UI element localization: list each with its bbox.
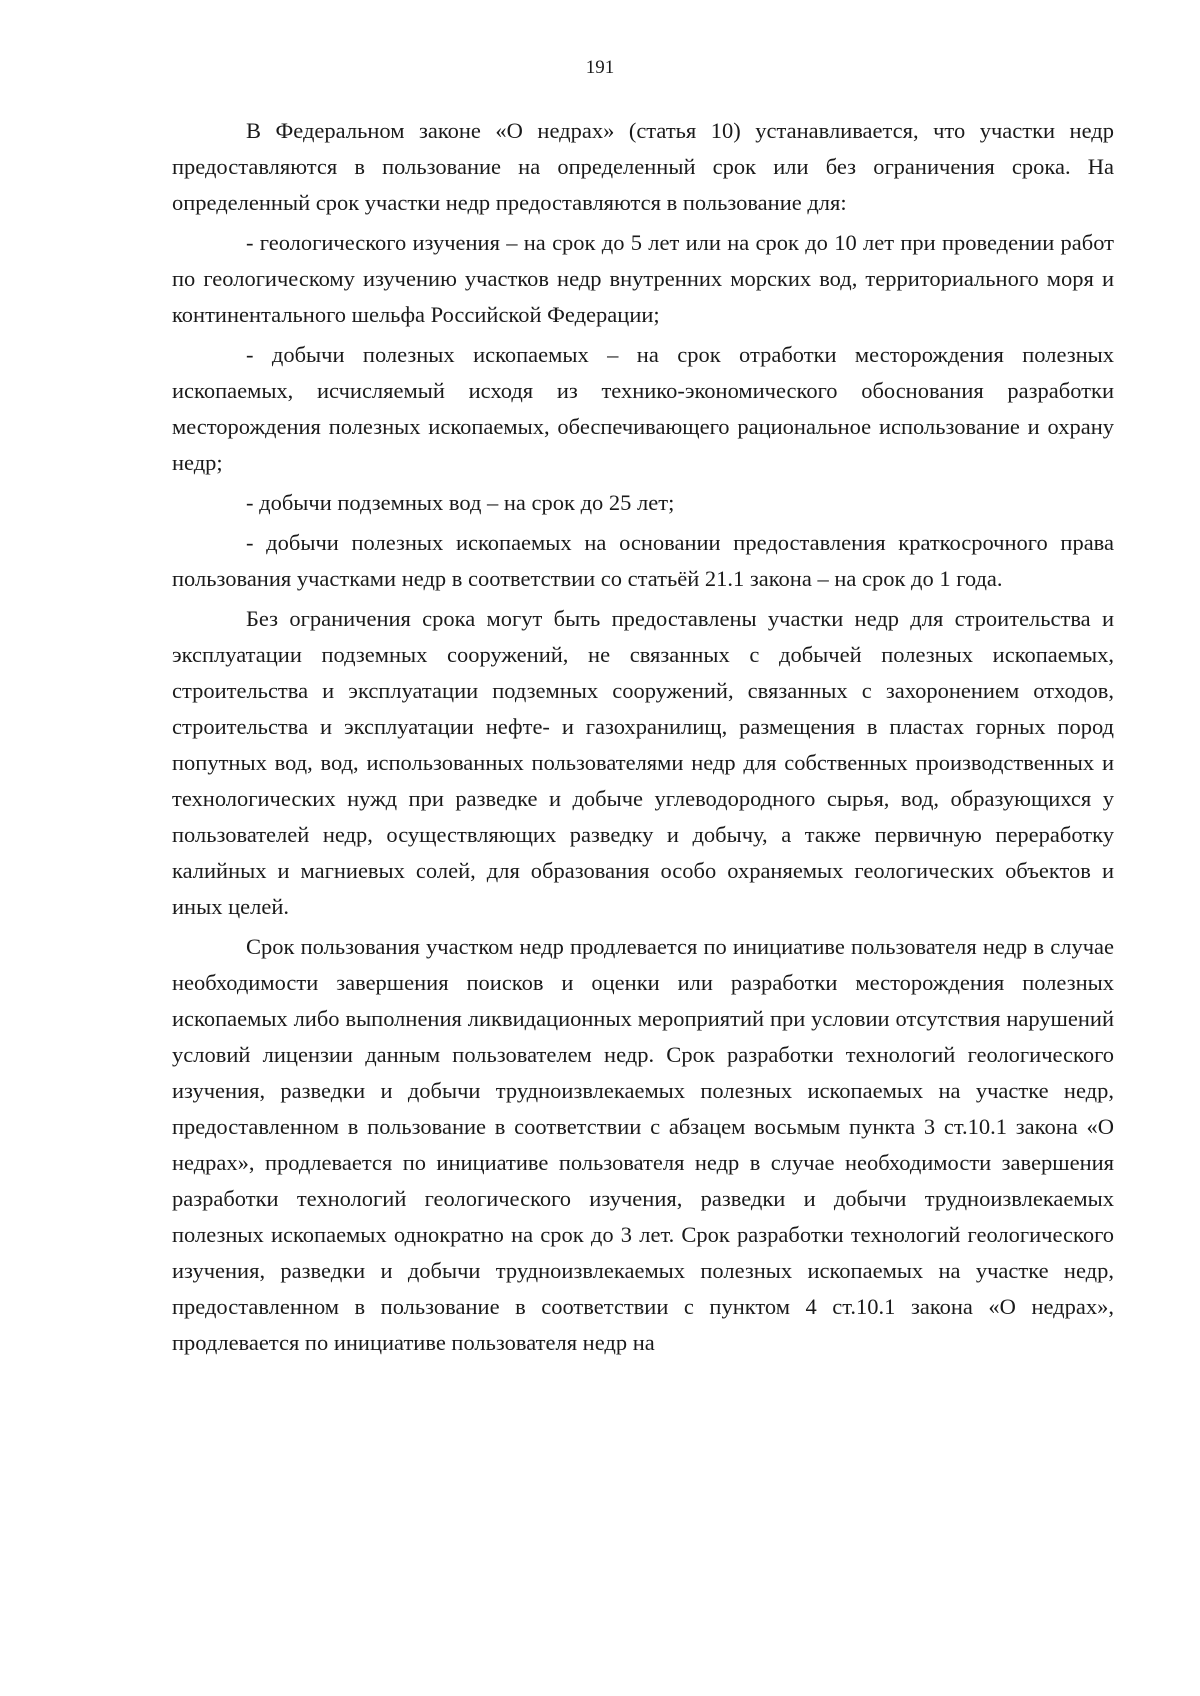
paragraph-unlimited-term: Без ограничения срока могут быть предоставлены участки недр для строительства и эксплуатации подземных сооружений, не связанных с добычей полезных ископаемых, строительства и эксплуатации подземных сооружений, связанных с захоронением отходов, строительства и эксплуатации нефте- и газохранилищ, размещения в пластах горных пород попутных вод, вод, использованных пользователями недр для собственных производственных и технологических нужд при разведке и добыче углеводородного сырья, вод, образующихся у пользователей недр, осуществляющих разведку и добычу, а также первичную переработку калийных и магниевых солей, для образования особо охраняемых геологических объектов и иных целей.	[172, 606, 1114, 919]
page-number: 191	[585, 57, 615, 78]
list-item-groundwater: - добычи подземных вод – на срок до 25 лет;	[246, 490, 675, 515]
paragraph-intro: В Федеральном законе «О недрах» (статья 10) устанавливается, что участки недр предоставляются в пользование на определенный срок или без ограничения срока. На определенный срок участки недр предоставляются в пользование для:	[172, 118, 1114, 215]
paragraph-term-extension: Срок пользования участком недр продлевается по инициативе пользователя недр в случае необходимости завершения поисков и оценки или разработки месторождения полезных ископаемых либо выполнения ликвидационных мероприятий при условии отсутствия нарушений условий лицензии данным пользователем недр. Срок разработки технологий геологического изучения, разведки и добычи трудноизвлекаемых полезных ископаемых на участке недр, предоставленном в пользование в соответствии с абзацем восьмым пункта 3 ст.10.1 закона «О недрах», продлевается по инициативе пользователя недр в случае необходимости завершения разработки технологий геологического изучения, разведки и добычи трудноизвлекаемых полезных ископаемых однократно на срок до 3 лет. Срок разработки технологий геологического изучения, разведки и добычи трудноизвлекаемых полезных ископаемых на участке недр, предоставленном в пользование в соответствии с пунктом 4 ст.10.1 закона «О недрах», продлевается по инициативе пользователя недр на	[172, 934, 1114, 1355]
document-body	[172, 113, 1114, 1365]
list-item-mineral-extraction: - добычи полезных ископаемых – на срок отработки месторождения полезных ископаемых, исчисляемый исходя из технико-экономического обоснования разработки месторождения полезных ископаемых, обеспечивающего рациональное использование и охрану недр;	[172, 342, 1114, 475]
list-item-short-term-right: - добычи полезных ископаемых на основании предоставления краткосрочного права пользования участками недр в соответствии со статьёй 21.1 закона – на срок до 1 года.	[172, 530, 1114, 591]
list-item-geological-study: - геологического изучения – на срок до 5 лет или на срок до 10 лет при проведении работ по геологическому изучению участков недр внутренних морских вод, территориального моря и континентального шельфа Российской Федерации;	[172, 230, 1114, 327]
